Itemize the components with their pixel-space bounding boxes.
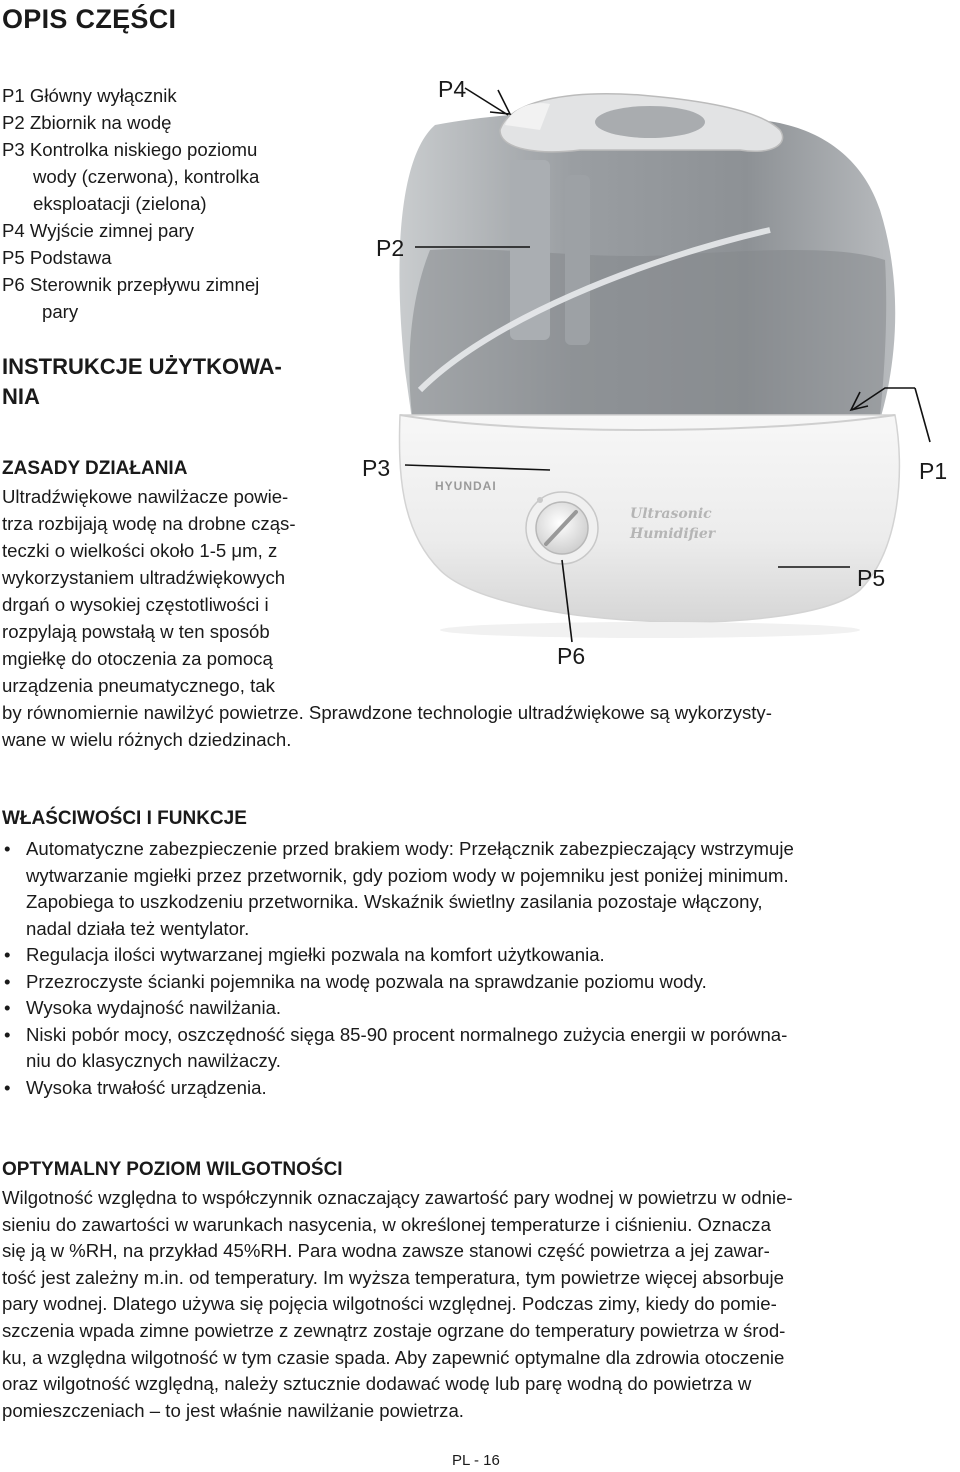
principles-text <box>2 483 772 753</box>
humidity-line: sieniu do zawartości w warunkach nasycenia, w określonej temperaturze i ciśnieniu. Oznacza <box>2 1213 771 1235</box>
bullet-icon: • <box>4 997 11 1018</box>
label-p6: P6 <box>557 643 586 669</box>
parts-list-item: P1 Główny wyłącznik <box>2 85 177 106</box>
principles-line: by równomiernie nawilżyć powietrze. Sprawdzone technologie ultradźwiękowe są wykorzysty- <box>2 702 772 723</box>
feature-item <box>2 969 957 996</box>
label-p4: P4 <box>438 76 467 102</box>
device-product-line1: Ultrasonic <box>630 506 712 522</box>
feature-line: Automatyczne zabezpieczenie przed brakiem wody: Przełącznik zabezpieczający wstrzymuje <box>26 838 794 859</box>
bullet-icon: • <box>4 838 11 859</box>
parts-list-item: P3 Kontrolka niskiego poziomu <box>2 139 258 160</box>
section-heading-usage <box>2 352 282 412</box>
principles-line: rozpylają powstałą w ten sposób <box>2 621 270 642</box>
feature-line: Niski pobór mocy, oszczędność sięga 85-90 procent normalnego zużycia energii w porówna- <box>26 1023 788 1045</box>
principles-line: urządzenia pneumatycznego, tak <box>2 675 275 696</box>
label-p3: P3 <box>362 455 391 481</box>
parts-list-item: P5 Podstawa <box>2 247 112 268</box>
feature-line: niu do klasycznych nawilżaczy. <box>26 1050 281 1071</box>
principles-line: teczki o wielkości około 1-5 μm, z <box>2 540 278 561</box>
feature-item <box>2 1022 957 1075</box>
label-p5: P5 <box>857 565 886 591</box>
parts-list-item: P4 Wyjście zimnej pary <box>2 220 195 241</box>
feature-line: wytwarzanie mgiełki przez przetwornik, gdy poziom wody w pojemniku jest poniżej minimum. <box>26 864 789 886</box>
parts-list-item: wody (czerwona), kontrolka <box>33 166 260 187</box>
section-heading-principles: ZASADY DZIAŁANIA <box>2 458 188 479</box>
feature-line: Wysoka trwałość urządzenia. <box>26 1076 267 1098</box>
page-number: PL - 16 <box>452 1452 500 1469</box>
leader-line-p1b <box>915 388 930 442</box>
humidity-line: oraz wilgotność względną, należy sztucznie dodawać wodę lub parę wodną do powietrza w <box>2 1373 752 1395</box>
feature-item <box>2 836 957 942</box>
section-heading-usage-line: NIA <box>2 384 40 409</box>
feature-line: Zapobiega to uszkodzeniu przetwornika. Wskaźnik świetlny zasilania pozostaje włączony, <box>26 891 763 912</box>
humidity-text <box>2 1185 957 1424</box>
humidity-line: tość jest zależny m.in. od temperatury. Im wyższa temperatura, tym powietrze więcej absorbuje <box>2 1266 784 1288</box>
principles-line: Ultradźwiękowe nawilżacze powie- <box>2 486 289 507</box>
feature-line: Wysoka wydajność nawilżania. <box>26 997 282 1018</box>
water-level <box>409 249 886 415</box>
principles-line: wykorzystaniem ultradźwiękowych <box>2 567 286 588</box>
feature-line: nadal działa też wentylator. <box>26 917 250 939</box>
principles-line: trza rozbijają wodę na drobne cząs- <box>2 513 296 534</box>
bullet-icon: • <box>4 1076 11 1098</box>
bullet-icon: • <box>4 1023 11 1045</box>
section-heading-humidity: OPTYMALNY POZIOM WILGOTNOŚCI <box>2 1159 343 1180</box>
bullet-icon: • <box>4 970 11 992</box>
humidity-line: ku, a względna wilgotność w tym czasie spada. Aby zapewnić optymalne dla zdrowia otoczenie <box>2 1346 785 1368</box>
feature-item <box>2 995 957 1022</box>
device-brand-text: HYUNDAI <box>435 479 497 493</box>
tank-tube <box>565 175 590 345</box>
humidity-line: się ją w %RH, na przykład 45%RH. Para wodna zawsze stanowi część powietrza a jej zawar- <box>2 1240 770 1262</box>
humidity-line: szczenia wpada zimne powietrze z zewnątrz zostaje ogrzane do temperatury powietrza w środ- <box>2 1319 786 1341</box>
humidity-line: Wilgotność względna to współczynnik oznaczający zawartość pary wodnej w powietrzu w odnie- <box>2 1187 793 1208</box>
principles-line: wane w wielu różnych dziedzinach. <box>2 729 292 750</box>
features-list <box>2 836 957 1101</box>
label-p2: P2 <box>376 235 405 261</box>
parts-list-item: pary <box>42 301 79 322</box>
section-heading-features: WŁAŚCIWOŚCI I FUNKCJE <box>2 808 247 829</box>
bullet-icon: • <box>4 944 11 965</box>
leader-line-p4 <box>465 88 508 115</box>
humidity-line: pary wodnej. Dlatego używa się pojęcia wilgotności względnej. Podczas zimy, kiedy do pomie- <box>2 1293 777 1315</box>
feature-item <box>2 1075 957 1102</box>
principles-line: drgań o wysokiej częstotliwości i <box>2 594 269 615</box>
label-p1: P1 <box>919 458 948 484</box>
humidity-line: pomieszczeniach – to jest właśnie nawilżanie powietrza. <box>2 1399 464 1421</box>
parts-list-item: P6 Sterownik przepływu zimnej <box>2 274 260 295</box>
mist-outlet-opening <box>595 106 705 138</box>
parts-list-item: P2 Zbiornik na wodę <box>2 112 172 133</box>
feature-line: Przezroczyste ścianki pojemnika na wodę pozwala na sprawdzanie poziomu wody. <box>26 970 707 992</box>
section-heading-parts: OPIS CZĘŚCI <box>2 4 177 34</box>
parts-list <box>2 82 259 325</box>
device-product-line2: Humidifier <box>630 526 716 542</box>
parts-list-item: eksploatacji (zielona) <box>33 193 207 214</box>
section-heading-usage-line: INSTRUKCJE UŻYTKOWA- <box>2 354 282 379</box>
principles-line: mgiełkę do otoczenia za pomocą <box>2 648 273 669</box>
feature-line: Regulacja ilości wytwarzanej mgiełki pozwala na komfort użytkowania. <box>26 944 605 965</box>
feature-item <box>2 942 957 969</box>
